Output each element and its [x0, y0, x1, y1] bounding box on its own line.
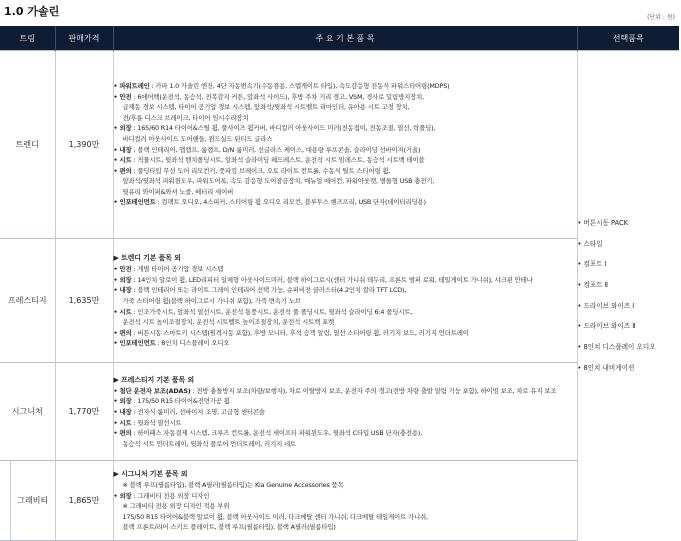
- item-category: • 편의: [113, 429, 132, 438]
- item-line: [114, 81, 577, 92]
- item-line: [114, 197, 577, 208]
- item-category: • 시트: [113, 307, 132, 316]
- item-category: • 외장: [113, 491, 132, 500]
- item-line: [114, 113, 577, 124]
- item-line: [114, 102, 577, 113]
- item-line: [114, 155, 577, 166]
- page-title: 1.0 가솔린: [4, 5, 60, 18]
- trim-price: 1,770만: [55, 363, 113, 461]
- item-category: • 시트: [113, 156, 132, 165]
- trim-name: 프레스티지: [0, 239, 55, 363]
- item-text: : 6에어백(운전석, 동승석, 전복감지 커튼, 앞좌석 사이드), 후방 주차 거리 경고, VSM, 경사로 밀림방지장치,: [131, 92, 425, 101]
- item-line: [114, 386, 577, 397]
- trim-items: [113, 461, 577, 541]
- item-category: • 내장: [113, 407, 132, 416]
- item-text: : 8인치 디스플레이 오디오: [155, 339, 230, 348]
- item-line: [114, 328, 577, 339]
- item-text: 동승석 시트 언더트레이, 뒷좌석 플로어 언더트레이, 러기지 네트: [122, 439, 297, 448]
- item-text: 가죽 스티어링 휠(블랙 하이그로시 가니쉬 포함), 가죽 변속기 노브: [122, 296, 301, 305]
- item-line: [114, 285, 577, 296]
- item-line: [114, 338, 577, 349]
- table-row: [0, 51, 679, 239]
- trim-items: [113, 51, 577, 239]
- item-text: : 인조가죽시트, 앞좌석 열선시트, 운전석 통풍시트, 운전석 풀 폴딩시트, 뒷좌석 슬라이딩 6:4 폴딩시트,: [131, 307, 413, 316]
- item-text: : 버튼시동 스마트키 시스템(원격시동 포함), 후방 모니터, 후석 승객 알림, 열선 스티어링 휠, 러기지 보드, 러기지 언더트레이: [131, 328, 469, 337]
- item-text: : 직물시트, 뒷좌석 벤치폴딩시트, 앞좌석 슬라이딩 헤드레스트, 운전석 시트 암레스트, 동승석 시트백 테이블: [131, 156, 425, 165]
- item-text: : 카파 1.0 가솔린 엔진, 4단 자동변속기(수동겸용, 스텝게이트 타입), 속도감응형 전동식 파워스티어링(MDPS): [149, 81, 450, 90]
- option-item: • 8인치 디스플레이 오디오: [577, 343, 656, 352]
- item-line: [114, 134, 577, 145]
- item-line: [114, 439, 577, 450]
- item-text: ※ 그래비티 전용 외장 디자인 적용 부위: [122, 502, 230, 511]
- item-text: : 개별 타이어 공기압 경보 시스템: [131, 265, 224, 274]
- trim-name-cell: [0, 461, 55, 541]
- item-line: [114, 275, 577, 286]
- item-text: : 전방 충돌방지 보조(차량/보행자), 차로 이탈방지 보조, 운전자 주의 경고(전방 차량 출발 알림 기능 포함), 하이빔 보조, 차로 유지 보조: [190, 386, 557, 395]
- trim-name: 시그니처: [0, 363, 55, 461]
- item-line: [114, 123, 577, 134]
- item-line: [114, 92, 577, 103]
- item-line: [114, 501, 577, 512]
- item-category: • 파워트레인: [113, 81, 150, 90]
- trim-price: 1,865만: [55, 461, 113, 541]
- trim-price: 1,635만: [55, 239, 113, 363]
- item-line: [114, 522, 577, 533]
- unit-label: (단위 : 원): [647, 14, 675, 21]
- item-line: [114, 166, 577, 177]
- section-heading: ▶ 트렌디 기본 품목 외: [113, 254, 181, 263]
- item-category: • 내장: [113, 145, 132, 154]
- trim-name: 그래비티: [10, 460, 55, 540]
- item-text: : 뒷좌석 열선시트: [131, 418, 182, 427]
- item-line: [114, 176, 577, 187]
- item-line: [114, 512, 577, 523]
- option-item: • 컴포트 Ⅱ: [577, 281, 608, 290]
- item-text: 운전석 시트 높이조절장치, 운전석 시트벨트 높이조절장치, 운전석 시트백 포켓: [122, 318, 335, 327]
- trim-items: [113, 239, 577, 363]
- trim-price: 1,390만: [55, 51, 113, 239]
- item-text: : 블랙 인테리어 또는 라이트 그레이 인테리어 선택 가능, 슈퍼비전 클러스터(4.2인치 칼라 TFT LCD),: [131, 286, 407, 295]
- item-category: • 안전: [113, 92, 132, 101]
- item-category: • 외장: [113, 397, 132, 406]
- item-category: • 내장: [113, 286, 132, 295]
- item-text: 앞좌석/뒷좌석 파워윈도우, 파워도어록, 속도 감응형 도어잠금장치, 매뉴얼 에어컨, 파워아웃렛, 별물형 USB 충전기,: [122, 177, 435, 186]
- item-category: • 편의: [113, 328, 132, 337]
- item-category: • 첨단 운전자 보조(ADAS): [113, 386, 191, 395]
- trim-name: 트렌디: [0, 51, 55, 239]
- section-heading: ▶ 프레스티지 기본 품목 외: [113, 375, 195, 384]
- options-list: [577, 51, 679, 541]
- item-line: [114, 407, 577, 418]
- item-category: • 인포테인먼트: [113, 339, 156, 348]
- section-heading: ▶ 시그니처 기본 품목 외: [113, 470, 188, 479]
- table-header-row: [0, 26, 679, 51]
- item-line: [114, 418, 577, 429]
- header-price: 판매가격: [55, 26, 113, 51]
- option-item: • 8인치 내비게이션: [577, 363, 635, 372]
- item-category: • 외장: [113, 124, 132, 133]
- header-trim: 트림: [0, 26, 55, 51]
- option-item: • 드라이브 와이즈 Ⅱ: [577, 322, 636, 331]
- option-item: • 컴포트 Ⅰ: [577, 260, 607, 269]
- header-options: 선택품목: [577, 26, 679, 51]
- item-category: • 외장: [113, 275, 132, 284]
- item-line: [114, 264, 577, 275]
- option-item: • 스타일: [577, 239, 603, 248]
- item-category: • 편의: [113, 166, 132, 175]
- item-text: 뒷유리 와이퍼&와셔 노즐, 배터리 세이버: [122, 187, 234, 196]
- option-item: • 버튼시동 PACK: [577, 218, 628, 227]
- trim-spec-table: [0, 26, 679, 541]
- item-line: [114, 396, 577, 407]
- item-line: [114, 296, 577, 307]
- item-line: [114, 480, 577, 491]
- item-text: : 165/60 R14 타이어&스틸 휠, 풀사이즈 휠커버, 바디컬러 아웃사이드 미러(전동접이, 전동조절, 열선, 락폴딩),: [131, 124, 436, 133]
- item-text: : 14인치 알로이 휠, LED리피터 일체형 아웃사이드미러, 블랙 하이그로시(센터 가니쉬 테두리, 프론트 범퍼 로워, 테일게이트 가니쉬), 샤크핀 안테나: [131, 275, 533, 284]
- item-text: : 컴팩트 오디오, 4스피커, 스티어링 휠 오디오 리모컨, 블루투스 핸즈프리, USB 단자(데이터리딩용): [155, 198, 426, 207]
- item-text: ※ 블랙 루프(필름타입), 블랙 A필러(필름타입)는 Kia Genuine Accessories 품목: [122, 481, 344, 490]
- item-text: : 블랙 인테리어, 맵램프, 룸램프, D/N 룸미러, 선글라스 케이스, 대용량 루프콘솔, 슬라이딩 선바이저(거울): [131, 145, 421, 154]
- item-line: [114, 491, 577, 502]
- item-text: 블랙 프론트/리어 스키드 플레이트, 블랙 루프(필름타입), 블랙 A필러(필름타입): [122, 523, 336, 532]
- item-text: 175/50 R15 타이어&블랙 알로이 휠, 블랙 아웃사이드 미러, 다크메탈 센터 가니쉬, 다크메탈 테일게이트 가니쉬,: [122, 512, 428, 521]
- item-line: [114, 428, 577, 439]
- item-text: : 그래비티 전용 외장 디자인: [131, 491, 210, 500]
- item-text: 바디컬러 아웃사이드 도어핸들, 윈드실드 틴티드 글라스: [122, 134, 273, 143]
- item-line: [114, 187, 577, 198]
- header-items: 주 요 기 본 품 목: [113, 26, 577, 51]
- item-category: • 인포테인먼트: [113, 198, 156, 207]
- item-line: [114, 307, 577, 318]
- option-item: • 드라이브 와이즈 Ⅰ: [577, 301, 635, 310]
- item-line: [114, 145, 577, 156]
- item-text: : 풀딩타입 무선 도어 리모컨키, 풋파킹 브레이크, 오토 라이트 컨트롤, 수동식 틸트 스티어링 휠,: [131, 166, 391, 175]
- item-text: : 전자식 룸미러, 선바이저 조명, 고급형 센터콘솔: [131, 407, 265, 416]
- trim-items: [113, 363, 577, 461]
- item-text: : 하이패스 자동결제 시스템, 크루즈 컨트롤, 운전석 세이프티 파워윈도우, 뒷좌석 C타입 USB 단자(충전용),: [131, 429, 423, 438]
- item-text: : 175/50 R15 타이어&전면가공 휠: [131, 397, 230, 406]
- item-category: • 안전: [113, 265, 132, 274]
- item-category: • 시트: [113, 418, 132, 427]
- item-text: 전/후륜 디스크 브레이크, 타이어 임시수리장치: [122, 113, 249, 122]
- item-line: [114, 317, 577, 328]
- item-text: 급제동 경보 시스템, 타이어 공기압 경보 시스템, 앞좌석/뒷좌석 시트벨트 리마인더, 유아용 시트 고정 장치,: [122, 103, 410, 112]
